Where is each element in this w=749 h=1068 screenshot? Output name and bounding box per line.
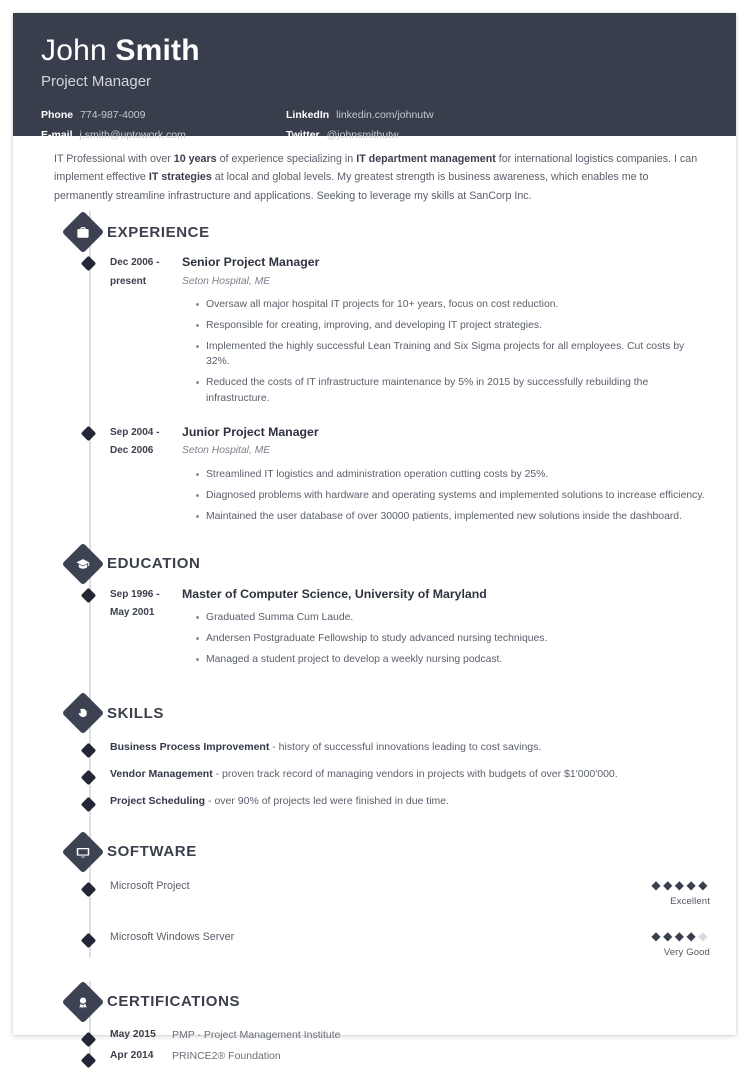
candidate-name — [41, 35, 708, 67]
skill-text — [110, 767, 618, 782]
candidate-job-title: Project Manager — [41, 72, 152, 90]
rating-diamonds — [620, 930, 710, 942]
certification-date: Apr 2014 — [110, 1049, 154, 1061]
rating-diamond-on: ◆ — [674, 928, 687, 943]
skill-text — [110, 740, 541, 755]
education-entry — [39, 585, 710, 671]
software-item — [39, 930, 710, 958]
summary-text-2: of experience specializing in — [216, 153, 357, 165]
summary-bold-1: 10 years — [173, 153, 217, 165]
timeline-marker — [81, 881, 97, 897]
section-certifications — [39, 981, 710, 1062]
professional-summary — [39, 136, 710, 211]
summary-text-3: for international logistics companies. I can implement effective — [54, 153, 698, 184]
skill-name: Vendor Management — [110, 768, 213, 781]
entry-date-line-1: Sep 1996 - — [110, 588, 160, 600]
entry-title: Senior Project Manager — [182, 255, 320, 270]
first-name: John — [41, 34, 107, 67]
section-software — [39, 831, 710, 958]
skill-description: - over 90% of projects led were finished in due time. — [205, 794, 450, 807]
skill-item — [39, 794, 710, 809]
section-title: EXPERIENCE — [107, 223, 210, 241]
section-title: CERTIFICATIONS — [107, 993, 241, 1011]
bullet-item: Reduced the costs of IT infrastructure maintenance by 5% in 2015 by successfully rebuilding the infrastructure. — [196, 372, 710, 408]
skill-name: Business Process Improvement — [110, 741, 270, 754]
skill-name: Project Scheduling — [110, 794, 206, 807]
experience-entry — [39, 253, 710, 408]
certification-item — [39, 1029, 710, 1041]
software-item — [39, 879, 710, 907]
timeline-marker — [81, 932, 97, 948]
contact-label: Twitter — [286, 128, 320, 141]
rating-diamond-on: ◆ — [663, 877, 675, 892]
entry-subtitle: Seton Hospital, ME — [182, 445, 271, 457]
skill-description: - history of successful innovations leading to cost savings. — [269, 741, 542, 754]
summary-text-4: at local and global levels. My greatest strength is business awareness, which enables me to permanently streamline infrastructure and applications. Seeking to leverage my skills at SanCorp Inc. — [54, 171, 649, 202]
entry-dates — [110, 423, 182, 527]
entry-body — [182, 585, 710, 671]
entry-dates — [110, 585, 182, 671]
bullet-item: Responsible for creating, improving, and developing IT project strategies. — [196, 315, 710, 336]
timeline-marker — [81, 256, 97, 272]
resume-body — [13, 136, 736, 1062]
section-education — [39, 543, 710, 693]
bullet-item: Graduated Summa Cum Laude. — [196, 607, 710, 628]
entry-title: Master of Computer Science, University of Maryland — [182, 586, 487, 601]
section-header-experience — [39, 211, 710, 253]
bullet-item: Oversaw all major hospital IT projects for 10+ years, focus on cost reduction. — [196, 294, 710, 315]
rating-diamond-on: ◆ — [663, 928, 675, 943]
rating-diamonds — [620, 879, 710, 891]
section-title: SOFTWARE — [107, 843, 197, 861]
skill-description: - proven track record of managing vendors in projects with budgets of over $1'000'000. — [212, 768, 618, 781]
certification-name: PMP - Project Management Institute — [172, 1028, 341, 1041]
rating-diamond-on: ◆ — [698, 877, 710, 892]
bullet-item: Managed a student project to develop a weekly nursing podcast. — [196, 649, 710, 670]
software-name: Microsoft Windows Server — [110, 930, 235, 943]
entry-date-line-1: Dec 2006 - — [110, 257, 160, 269]
section-header-education — [39, 543, 710, 585]
last-name: Smith — [115, 34, 200, 67]
section-header-skills — [39, 692, 710, 734]
entry-body — [182, 253, 710, 408]
timeline-marker — [81, 1031, 97, 1047]
software-rating — [620, 930, 710, 958]
section-experience — [39, 211, 710, 543]
rating-label: Excellent — [670, 895, 710, 907]
entry-bullet-list — [182, 294, 710, 408]
certification-name: PRINCE2® Foundation — [172, 1049, 281, 1062]
certification-date: May 2015 — [110, 1028, 156, 1040]
bullet-item: Andersen Postgraduate Fellowship to study advanced nursing techniques. — [196, 628, 710, 649]
rating-diamond-on: ◆ — [674, 877, 687, 892]
timeline-marker — [81, 770, 97, 786]
entry-bullet-list — [182, 607, 710, 670]
resume-page — [13, 13, 736, 1062]
entry-body — [182, 423, 710, 527]
contact-value: 774-987-4009 — [80, 108, 146, 121]
skill-text — [110, 794, 449, 809]
bullet-item: Implemented the highly successful Lean Training and Six Sigma projects for all employees. Cut costs by 32%. — [196, 336, 710, 372]
contact-label: LinkedIn — [286, 108, 330, 121]
briefcase-icon — [62, 211, 104, 253]
rating-label: Very Good — [663, 946, 710, 958]
section-skills — [39, 692, 710, 830]
skill-item — [39, 767, 710, 782]
timeline-marker — [81, 425, 97, 441]
fist-strength-icon — [62, 692, 104, 734]
section-header-certifications — [39, 981, 710, 1023]
section-title: SKILLS — [107, 704, 164, 722]
entry-bullet-list — [182, 464, 710, 527]
monitor-icon — [62, 830, 104, 872]
section-title: EDUCATION — [107, 555, 201, 573]
award-ribbon-icon — [62, 980, 104, 1022]
graduation-cap-icon — [62, 543, 104, 585]
contact-value[interactable]: @johnsmithutw — [326, 128, 399, 141]
contact-phone — [41, 109, 286, 121]
contact-value[interactable]: j.smith@uptowork.com — [79, 128, 186, 141]
bullet-item: Diagnosed problems with hardware and operating systems and implemented solutions to increase efficiency. — [196, 485, 710, 506]
bullet-item: Maintained the user database of over 30000 patients, implemented new solutions inside the dashboard. — [196, 506, 710, 527]
rating-diamond-on: ◆ — [651, 877, 664, 892]
software-name: Microsoft Project — [110, 879, 190, 892]
rating-diamond-off: ◆ — [698, 928, 710, 943]
contact-value[interactable]: linkedin.com/johnutw — [336, 108, 434, 121]
entry-subtitle: Seton Hospital, ME — [182, 275, 271, 287]
certification-item — [39, 1050, 710, 1062]
contact-linkedin[interactable] — [286, 109, 708, 121]
entry-date-line-1: Sep 2004 - — [110, 426, 160, 438]
timeline-marker — [81, 1052, 97, 1068]
experience-entry — [39, 423, 710, 527]
timeline-marker — [81, 743, 97, 759]
contact-label: Phone — [41, 108, 74, 121]
timeline-marker — [81, 797, 97, 813]
section-header-software — [39, 831, 710, 873]
entry-date-line-2: May 2001 — [110, 607, 155, 619]
contact-label: E-mail — [41, 128, 73, 141]
summary-bold-3: IT strategies — [148, 171, 212, 184]
summary-text-1: IT Professional with over — [54, 153, 174, 165]
rating-diamond-on: ◆ — [686, 877, 699, 892]
rating-diamond-on: ◆ — [651, 928, 664, 943]
resume-header — [13, 13, 736, 141]
entry-date-line-2: Dec 2006 — [110, 445, 154, 457]
software-rating — [620, 879, 710, 907]
timeline-marker — [81, 588, 97, 604]
bullet-item: Streamlined IT logistics and administration operation cutting costs by 25%. — [196, 464, 710, 485]
skill-item — [39, 740, 710, 755]
summary-bold-2: IT department management — [356, 153, 496, 165]
entry-date-line-2: present — [110, 275, 147, 287]
entry-title: Junior Project Manager — [182, 424, 319, 439]
entry-dates — [110, 253, 182, 408]
rating-diamond-on: ◆ — [686, 928, 699, 943]
